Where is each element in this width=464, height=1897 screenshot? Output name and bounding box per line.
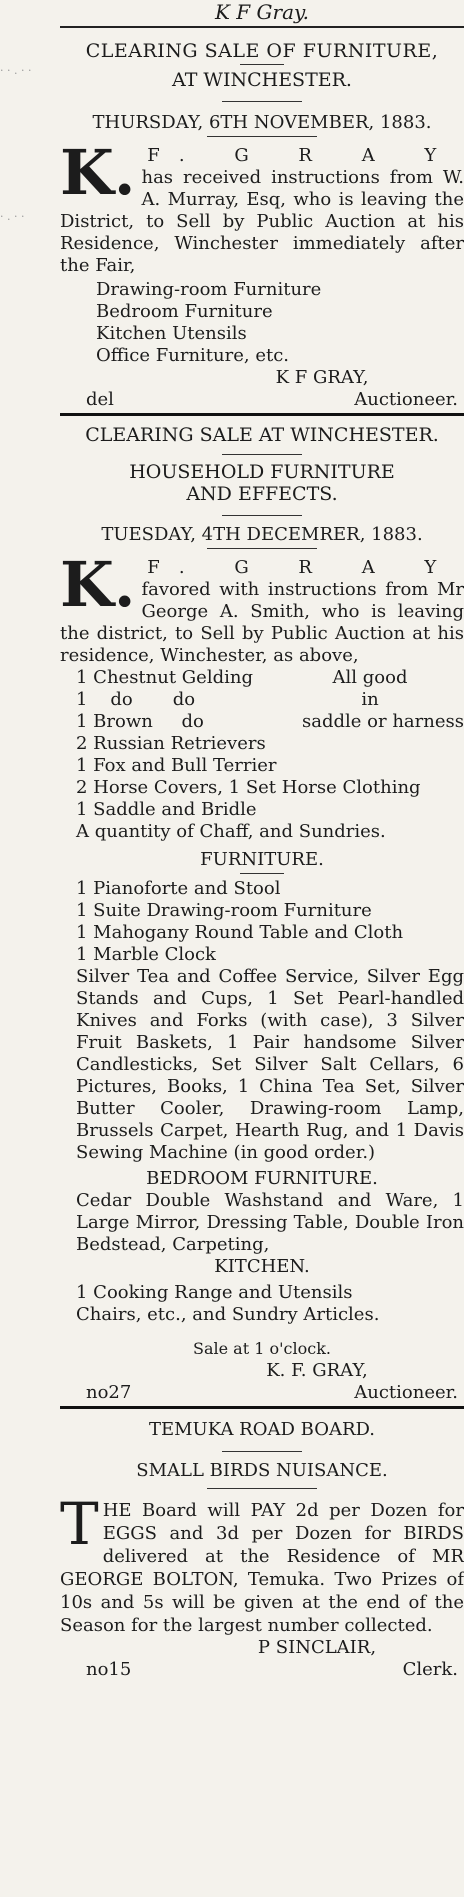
ad-subhead: HOUSEHOLD FURNITURE [129,461,395,483]
list-item: Office Furniture, etc. [96,345,290,366]
list-item: 1 Saddle and Bridle [76,799,257,820]
short-rule [207,136,317,137]
section-heading: BEDROOM FURNITURE. [146,1168,378,1189]
ad-date: TUESDAY, 4TH DECEMRER, 1883. [101,524,423,545]
list-item: 1 Brown do saddle or harness [76,711,464,732]
signature-line [60,1382,464,1404]
list-item: 1 Fox and Bull Terrier [76,755,277,776]
short-rule [240,64,284,65]
ad-code: del [86,389,114,410]
furniture-list [60,878,464,966]
list-item: 1 Pianoforte and Stool [76,878,281,899]
list-item: A quantity of Chaff, and Sundries. [76,821,386,842]
signature-line [60,1659,464,1681]
ad-body [60,136,464,277]
ad-clearing-sale-furniture [60,28,464,411]
list-item: 1 Suite Drawing-room Furniture [76,900,372,921]
ad-headline: CLEARING SALE OF FURNITURE, [85,40,439,62]
short-rule [207,1488,317,1489]
ad-headline: TEMUKA ROAD BOARD. [148,1419,376,1440]
bedroom-paragraph: Cedar Double Washstand and Ware, 1 Large Mirror, Dressing Table, Double Iron Bedstead, Carpeting, [76,1190,464,1255]
margin-noise: · . · · [0,210,25,223]
short-rule [207,548,317,549]
ad-temuka-road-board [60,1411,464,1681]
role: Auctioneer. [354,1382,458,1403]
ad-subhead: AND EFFECTS. [186,483,338,505]
drop-initial: K. [60,548,136,621]
page-header: K F Gray. [215,0,309,24]
ad-subhead: AT WINCHESTER. [172,69,352,91]
list-item: Drawing-room Furniture [96,279,322,300]
short-rule [222,454,302,455]
list-item: Chairs, etc., and Sundry Articles. [76,1304,380,1325]
ad-clearing-sale-winchester [60,418,464,1404]
signature: P SINCLAIR, [257,1637,377,1658]
ad-body [60,1490,464,1637]
short-rule [222,1451,302,1452]
divider [60,413,464,416]
ad-body-text: HE Board will PAY 2d per Dozen for EGGS and 3d per Dozen for BIRDS delivered at the Residence of MR GEORGE BOLTON, Temuka. Two Prizes of 10s and 5s will be given at the end of the Season for the largest number collected. [60,1500,464,1636]
ad-body-text: has received instructions from W. A. Murray, Esq, who is leaving the District, to Sell by Public Auction at his Residence, Winchester immediately after the Fair, [60,167,464,276]
ad-headline: CLEARING SALE AT WINCHESTER. [85,424,439,446]
list-item: 1 Marble Clock [76,944,216,965]
horse-list [60,667,464,843]
margin-noise: · · . · · [0,64,32,77]
spaced-name: F. G R A Y [147,145,459,166]
signature: K F GRAY, [275,367,369,388]
list-item: 1 Cooking Range and Utensils [76,1282,353,1303]
divider [60,1406,464,1409]
list-item: Kitchen Utensils [96,323,247,344]
short-rule [222,515,302,516]
item-list [60,279,464,367]
role: Auctioneer. [354,389,458,410]
ad-code: no15 [86,1659,132,1680]
spaced-name: F. G R A Y [147,557,459,578]
ad-body [60,548,464,667]
kitchen-list [60,1282,464,1326]
section-heading: KITCHEN. [214,1256,310,1277]
list-item: 1 Chestnut Gelding All good [76,667,408,688]
list-item: 2 Russian Retrievers [76,733,266,754]
list-item: 2 Horse Covers, 1 Set Horse Clothing [76,777,421,798]
furniture-paragraph: Silver Tea and Coffee Service, Silver Egg Stands and Cups, 1 Set Pearl-handled Knives and Forks (with case), 3 Silver Fruit Baskets, 1 Pair handsome Silver Candlesticks, Set Silver Salt Cellars, 6 Pictures, Books, 1 China Tea Set, Silver Butter Cooler, Drawing-room Lamp, Brussels Carpet, Hearth Rug, and 1 Davis Sewing Machine (in good order.) [76,966,464,1163]
role: Clerk. [402,1659,458,1680]
list-item: 1 Mahogany Round Table and Cloth [76,922,404,943]
section-heading: FURNITURE. [200,849,324,870]
sale-time: Sale at 1 o'clock. [193,1339,331,1358]
short-rule [222,101,302,102]
list-item: 1 do do in [76,689,379,710]
signature-line [60,389,464,411]
signature: K. F. GRAY, [266,1360,368,1381]
ad-body-text: favored with instructions from Mr George A. Smith, who is leaving the district, to Sell by Public Auction at his residence, Winchester, as above, [60,579,464,666]
ad-subhead: SMALL BIRDS NUISANCE. [136,1460,388,1481]
ad-code: no27 [86,1382,132,1403]
ad-date: THURSDAY, 6TH NOVEMBER, 1883. [92,112,432,133]
short-rule [240,873,284,874]
list-item: Bedroom Furniture [96,301,273,322]
newspaper-column [60,0,464,1897]
drop-initial: T [60,1490,99,1558]
drop-initial: K. [60,136,136,209]
